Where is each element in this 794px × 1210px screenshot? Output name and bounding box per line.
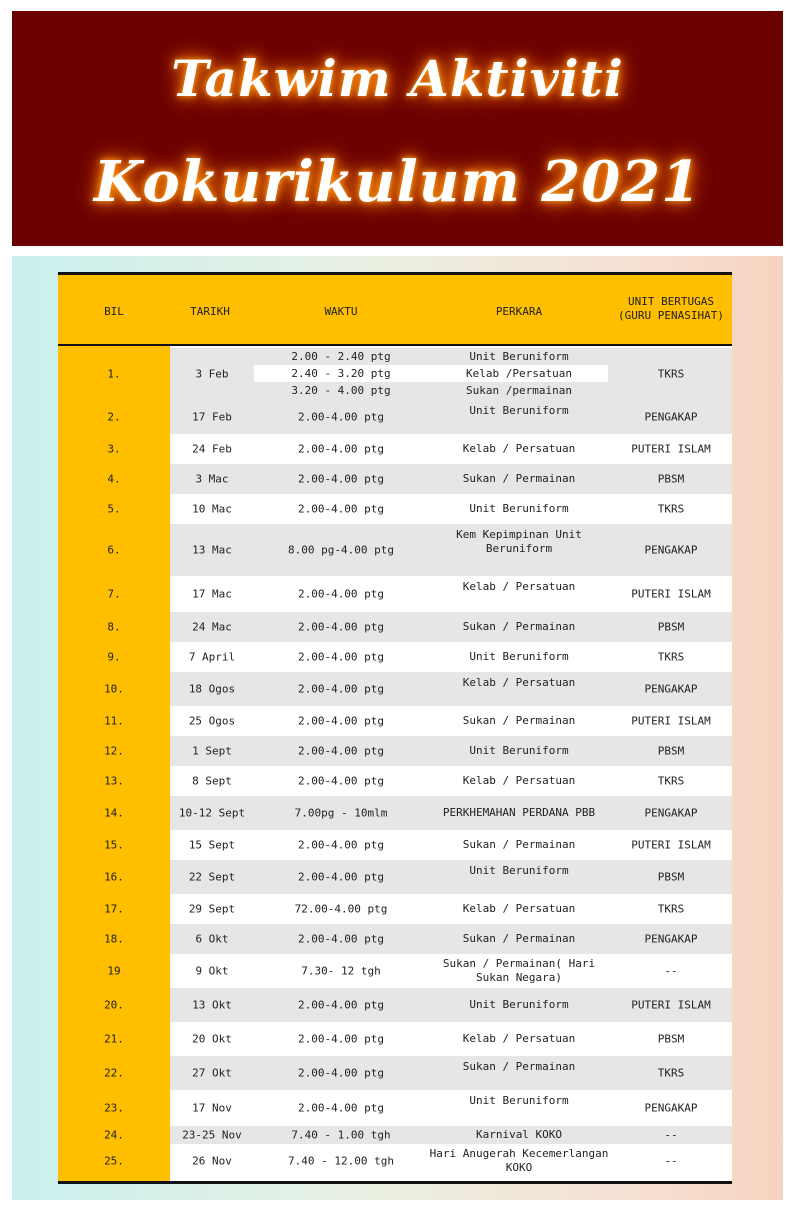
cell-waktu: 7.40 - 12.00 tgh <box>288 1154 394 1168</box>
cell-tarikh: 13 Okt <box>192 998 232 1012</box>
cell-unit: PENGAKAP <box>644 1101 698 1115</box>
cell-bil: 13. <box>104 774 124 788</box>
cell-bil: 11. <box>104 714 124 728</box>
cell-bil: 2. <box>107 410 121 424</box>
header-waktu: WAKTU <box>324 305 358 318</box>
cell-unit: PBSM <box>657 1032 685 1046</box>
cell-unit: PENGAKAP <box>644 410 698 424</box>
table-row <box>58 1126 732 1144</box>
table-row <box>58 1022 732 1056</box>
cell-waktu: 2.00-4.00 ptg <box>297 442 385 456</box>
cell-tarikh: 24 Feb <box>192 442 232 456</box>
cell-bil: 15. <box>104 838 124 852</box>
cell-bil: 5. <box>107 502 121 516</box>
cell-perkara: Kelab /Persatuan <box>466 367 572 380</box>
cell-tarikh: 17 Nov <box>192 1101 232 1115</box>
cell-tarikh: 3 Feb <box>195 367 229 381</box>
cell-waktu: 2.00-4.00 ptg <box>297 682 385 696</box>
cell-waktu: 2.00-4.00 ptg <box>297 620 385 634</box>
cell-waktu: 2.00-4.00 ptg <box>297 410 385 424</box>
cell-waktu: 2.00-4.00 ptg <box>297 1101 385 1115</box>
table-row <box>58 464 732 494</box>
table-row <box>58 830 732 860</box>
cell-perkara: Sukan / Permainan <box>462 620 576 633</box>
cell-perkara: Sukan / Permainan <box>462 1060 576 1073</box>
table-row <box>58 894 732 924</box>
table-row <box>58 434 732 464</box>
cell-bil: 14. <box>104 806 124 820</box>
cell-perkara: Kelab / Persatuan <box>462 1032 576 1045</box>
cell-waktu: 2.00 - 2.40 ptg <box>291 350 391 363</box>
cell-bil: 16. <box>104 870 124 884</box>
cell-perkara: Kelab / Persatuan <box>462 580 576 593</box>
cell-unit: PUTERI ISLAM <box>631 442 711 456</box>
cell-waktu: 2.00-4.00 ptg <box>297 870 385 884</box>
cell-tarikh: 27 Okt <box>192 1066 232 1080</box>
title-banner <box>12 11 783 246</box>
cell-waktu: 2.00-4.00 ptg <box>297 932 385 946</box>
cell-unit: PBSM <box>657 620 685 634</box>
cell-unit: PBSM <box>657 472 685 486</box>
cell-tarikh: 10 Mac <box>192 502 232 516</box>
table-header <box>58 275 732 346</box>
cell-tarikh: 8 Sept <box>192 774 232 788</box>
cell-bil: 21. <box>104 1032 124 1046</box>
cell-unit: PUTERI ISLAM <box>631 838 711 852</box>
cell-perkara: Kelab / Persatuan <box>462 774 576 787</box>
cell-tarikh: 6 Okt <box>195 932 229 946</box>
cell-perkara: Unit Beruniform <box>469 1094 569 1107</box>
table-row <box>58 766 732 796</box>
table-row <box>58 736 732 766</box>
cell-perkara: Sukan /permainan <box>466 384 572 397</box>
cell-unit: TKRS <box>657 902 685 916</box>
cell-unit: PENGAKAP <box>644 543 698 557</box>
cell-tarikh: 29 Sept <box>188 902 236 916</box>
table-row <box>58 706 732 736</box>
cell-perkara: Sukan / Permainan <box>462 838 576 851</box>
cell-bil: 12. <box>104 744 124 758</box>
cell-perkara: Unit Beruniform <box>469 650 569 663</box>
table-row <box>58 524 732 576</box>
cell-bil: 18. <box>104 932 124 946</box>
table-row <box>58 672 732 706</box>
cell-waktu: 2.00-4.00 ptg <box>297 1032 385 1046</box>
cell-waktu: 2.00-4.00 ptg <box>297 472 385 486</box>
cell-tarikh: 3 Mac <box>195 472 229 486</box>
cell-unit: TKRS <box>657 650 685 664</box>
cell-perkara: Kelab / Persatuan <box>462 676 576 689</box>
cell-perkara: Unit Beruniform <box>469 744 569 757</box>
cell-perkara: Sukan / Permainan( Hari Sukan Negara) <box>442 957 596 984</box>
cell-bil: 23. <box>104 1101 124 1115</box>
table-row <box>58 400 732 434</box>
header-unit-line2: (GURU PENASIHAT) <box>618 309 724 322</box>
cell-unit: PENGAKAP <box>644 932 698 946</box>
table-row <box>58 348 732 400</box>
cell-perkara: Hari Anugerah Kecemerlangan KOKO <box>429 1147 609 1174</box>
table-row <box>58 1056 732 1090</box>
cell-bil: 3. <box>107 442 121 456</box>
cell-unit: -- <box>664 1154 678 1168</box>
cell-tarikh: 1 Sept <box>192 744 232 758</box>
cell-unit: PBSM <box>657 870 685 884</box>
cell-unit: -- <box>664 1128 678 1142</box>
cell-unit: PUTERI ISLAM <box>631 587 711 601</box>
cell-bil: 20. <box>104 998 124 1012</box>
cell-bil: 17. <box>104 902 124 916</box>
table-row <box>58 860 732 894</box>
cell-perkara: Unit Beruniform <box>469 864 569 877</box>
cell-perkara: Sukan / Permainan <box>462 714 576 727</box>
cell-tarikh: 23-25 Nov <box>182 1128 242 1142</box>
cell-tarikh: 10-12 Sept <box>178 806 246 820</box>
cell-tarikh: 17 Feb <box>192 410 232 424</box>
cell-tarikh: 13 Mac <box>192 543 232 557</box>
cell-unit: TKRS <box>657 367 685 381</box>
cell-unit: PENGAKAP <box>644 806 698 820</box>
cell-perkara: Unit Beruniform <box>469 350 569 363</box>
cell-unit: TKRS <box>657 1066 685 1080</box>
cell-waktu: 2.00-4.00 ptg <box>297 744 385 758</box>
table-row <box>58 642 732 672</box>
cell-waktu: 2.00-4.00 ptg <box>297 587 385 601</box>
cell-perkara: PERKHEMAHAN PERDANA PBB <box>442 806 596 819</box>
header-unit-line1: UNIT BERTUGAS <box>627 295 715 308</box>
header-perkara: PERKARA <box>495 305 543 318</box>
cell-bil: 4. <box>107 472 121 486</box>
cell-tarikh: 15 Sept <box>188 838 236 852</box>
cell-waktu: 2.00-4.00 ptg <box>297 998 385 1012</box>
cell-perkara: Unit Beruniform <box>469 404 569 417</box>
table-row <box>58 612 732 642</box>
cell-tarikh: 9 Okt <box>195 964 229 978</box>
cell-perkara: Unit Beruniform <box>469 502 569 515</box>
page-title-line1: Takwim Aktiviti <box>171 49 624 108</box>
cell-tarikh: 20 Okt <box>192 1032 232 1046</box>
cell-unit: -- <box>664 964 678 978</box>
cell-bil: 24. <box>104 1128 124 1142</box>
table-row <box>58 1090 732 1126</box>
cell-bil: 7. <box>107 587 121 601</box>
cell-waktu: 2.00-4.00 ptg <box>297 502 385 516</box>
table-row <box>58 796 732 830</box>
cell-bil: 9. <box>107 650 121 664</box>
cell-tarikh: 18 Ogos <box>188 682 236 696</box>
cell-tarikh: 24 Mac <box>192 620 232 634</box>
cell-waktu: 2.00-4.00 ptg <box>297 1066 385 1080</box>
cell-bil: 22. <box>104 1066 124 1080</box>
cell-unit: PUTERI ISLAM <box>631 998 711 1012</box>
header-tarikh: TARIKH <box>190 305 230 318</box>
cell-waktu: 2.00-4.00 ptg <box>297 650 385 664</box>
table-row <box>58 494 732 524</box>
cell-tarikh: 25 Ogos <box>188 714 236 728</box>
table-row <box>58 1144 732 1178</box>
cell-tarikh: 7 April <box>188 650 236 664</box>
cell-waktu: 72.00-4.00 ptg <box>294 902 388 916</box>
schedule-table <box>58 272 732 1184</box>
cell-tarikh: 26 Nov <box>192 1154 232 1168</box>
page-title-line2: Kokurikulum 2021 <box>93 149 702 215</box>
cell-waktu: 2.00-4.00 ptg <box>297 838 385 852</box>
cell-waktu: 7.40 - 1.00 tgh <box>291 1128 391 1142</box>
cell-waktu: 2.00-4.00 ptg <box>297 774 385 788</box>
header-bil: BIL <box>104 305 124 318</box>
cell-unit: PUTERI ISLAM <box>631 714 711 728</box>
cell-bil: 10. <box>104 682 124 696</box>
cell-perkara: Sukan / Permainan <box>462 472 576 485</box>
cell-perkara: Unit Beruniform <box>469 998 569 1011</box>
cell-unit: TKRS <box>657 502 685 516</box>
cell-bil: 25. <box>104 1154 124 1168</box>
cell-unit: TKRS <box>657 774 685 788</box>
cell-perkara: Karnival KOKO <box>475 1128 563 1141</box>
cell-waktu: 3.20 - 4.00 ptg <box>291 384 391 397</box>
cell-perkara: Kelab / Persatuan <box>462 442 576 455</box>
cell-waktu: 7.30- 12 tgh <box>301 964 381 978</box>
table-row <box>58 988 732 1022</box>
table-row <box>58 576 732 612</box>
cell-unit: PENGAKAP <box>644 682 698 696</box>
header-unit <box>610 295 732 323</box>
cell-bil: 1. <box>107 367 121 381</box>
table-row <box>58 954 732 988</box>
cell-tarikh: 17 Mac <box>192 587 232 601</box>
cell-waktu: 2.40 - 3.20 ptg <box>291 367 391 380</box>
cell-waktu: 7.00pg - 10mlm <box>294 806 388 820</box>
cell-bil: 19 <box>107 964 121 978</box>
cell-perkara: Kelab / Persatuan <box>462 902 576 915</box>
cell-bil: 6. <box>107 543 121 557</box>
cell-unit: PBSM <box>657 744 685 758</box>
cell-perkara: Sukan / Permainan <box>462 932 576 945</box>
cell-waktu: 2.00-4.00 ptg <box>297 714 385 728</box>
cell-waktu: 8.00 pg-4.00 ptg <box>288 543 394 557</box>
cell-bil: 8. <box>107 620 121 634</box>
cell-perkara: Kem Kepimpinan Unit Beruniform <box>456 528 582 555</box>
cell-tarikh: 22 Sept <box>188 870 236 884</box>
table-row <box>58 924 732 954</box>
